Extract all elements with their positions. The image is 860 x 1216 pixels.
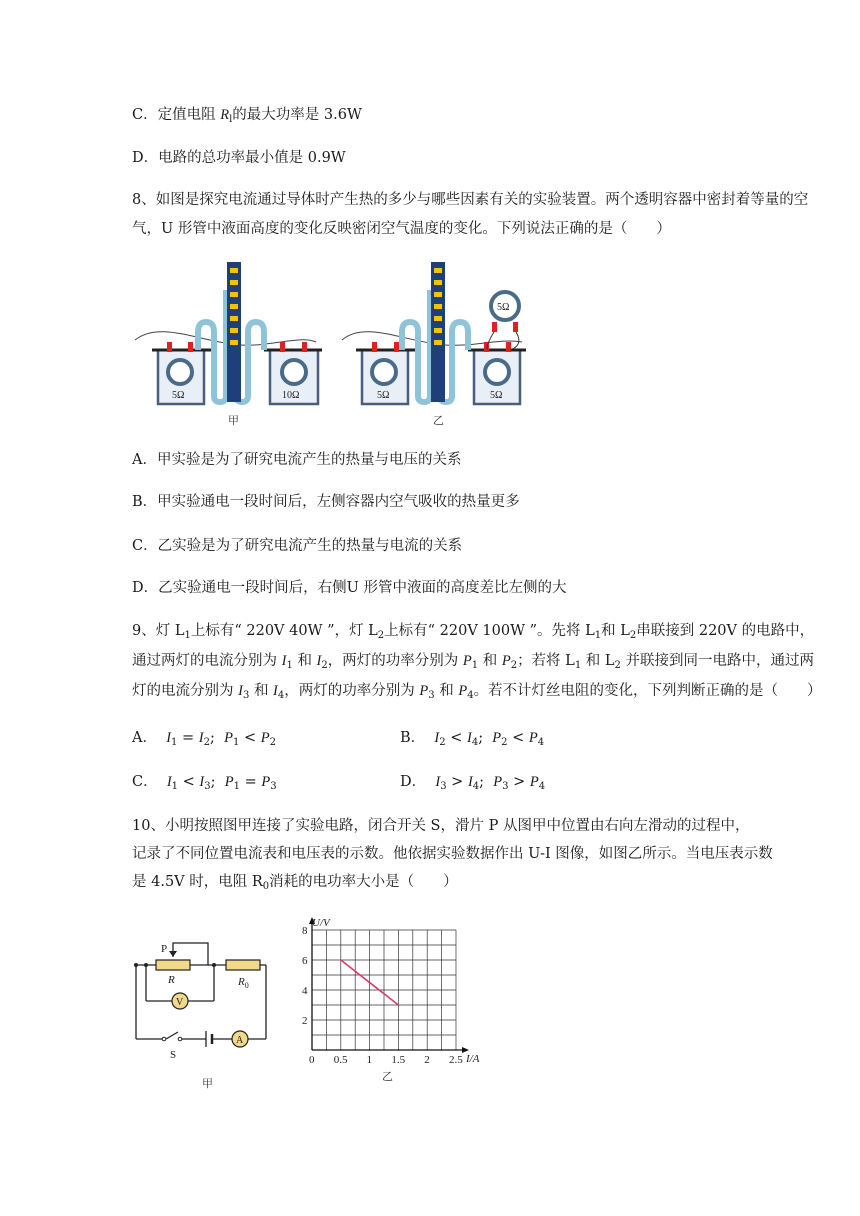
q10-ui-graph [296, 912, 496, 1087]
y-tick-label: 4 [302, 985, 308, 997]
q8-right-r1: 5Ω [377, 390, 390, 401]
q8-left-r1: 5Ω [172, 390, 185, 401]
x-tick-label: 1.5 [391, 1054, 406, 1066]
slider-label: P [161, 943, 168, 955]
q8-right-caption: 乙 [433, 415, 444, 427]
q9-option-d: D． $I_3 > I_4$; $P_3 > P_4$ [400, 774, 546, 792]
q8-left-caption: 甲 [228, 415, 239, 427]
y-tick-label: 6 [302, 955, 308, 967]
q8-figure-left [135, 262, 322, 427]
q9-option-c: C． $I_1 < I_3$; $P_1 = P_3$ [132, 774, 277, 792]
q8-option-d: D．乙实验通电一段时间后，右侧U 形管中液面的高度差比左侧的大 [132, 580, 567, 596]
graph-xlabel: I/A [466, 1053, 480, 1065]
q8-stem: 8、如图是探究电流通过导体时产生热的多少与哪些因素有关的实验装置。两个透明容器中密封着等量的空气，U 形管中液面高度的变化反映密闭空气温度的变化。下列说法正确的是（ ） [132, 192, 809, 237]
q9-options-row2 [132, 771, 546, 798]
switch-label: S [170, 1049, 177, 1061]
y-tick-label: 2 [302, 1015, 308, 1027]
q8-option-a: A．甲实验是为了研究电流产生的热量与电压的关系 [132, 452, 462, 468]
q8-left-r2: 10Ω [282, 390, 300, 401]
q9-options-row1 [132, 727, 545, 754]
q8-figure-right [342, 262, 526, 427]
q9-stem-line1: 9、灯 $L_1$上标有“ 220V 40W ”，灯 $L_2$上标有“ 220V 100W ”。先将 $L_1$和 $L_2$串联接到 220V 的电路中， [132, 623, 815, 641]
q10-stem-line2: 记录了不同位置电流表和电压表的示数。他依据实验数据作出 U-I 图像，如图乙所示。当电压表示数 [132, 846, 773, 862]
q8-figure [0, 250, 860, 450]
y-tick-label: 8 [302, 925, 308, 937]
graph-ylabel: U/V [312, 917, 330, 929]
x-tick-label: 2 [424, 1054, 430, 1066]
circuit-caption: 甲 [202, 1078, 213, 1090]
q9-option-b: B． $I_2 < I_4$; $P_2 < P_4$ [400, 730, 545, 748]
q7-option-c: C．定值电阻 $R_l$的最大功率是 3.6W [132, 107, 362, 125]
q8-option-c: C．乙实验是为了研究电流产生的热量与电流的关系 [132, 538, 463, 554]
resistor-r0-label: $R_0$ [238, 976, 249, 990]
ammeter-label: A [236, 1035, 244, 1046]
x-tick-label: 2.5 [449, 1054, 463, 1066]
q9-stem-line3: 灯的电流分别为 $I_3$ 和 $I_4$，两灯的功率分别为 $P_3$ 和 $P_4$。若不计灯丝电阻的变化，下列判断正确的是（ ） [132, 683, 822, 701]
voltmeter-label: V [176, 997, 184, 1008]
q9-option-a: A． $I_1 = I_2$; $P_1 < P_2$ [132, 730, 276, 748]
q9-stem-line2: 通过两灯的电流分别为 $I_1$ 和 $I_2$，两灯的功率分别为 $P_1$ 和 $P_2$；若将 $L_1$ 和 $L_2$ 并联接到同一电路中，通过两 [132, 653, 815, 671]
q8-option-b: B．甲实验通电一段时间后，左侧容器内空气吸收的热量更多 [132, 494, 520, 510]
q8-right-r3: 5Ω [497, 302, 510, 313]
graph-caption: 乙 [382, 1071, 393, 1083]
rheostat-label: R [168, 974, 175, 986]
x-tick-label: 0.5 [333, 1054, 348, 1066]
q10-stem-line1: 10、小明按照图甲连接了实验电路，闭合开关 S，滑片 P 从图甲中位置由右向左滑动的过程中， [132, 818, 750, 834]
x-tick-label: 0 [309, 1054, 315, 1066]
q10-stem-line3: 是 4.5V 时，电阻 $R_0$消耗的电功率大小是（ ） [132, 874, 458, 892]
x-tick-label: 1 [366, 1054, 373, 1066]
q7-option-d: D．电路的总功率最小值是 0.9W [132, 150, 346, 166]
q8-right-r2: 5Ω [490, 390, 503, 401]
